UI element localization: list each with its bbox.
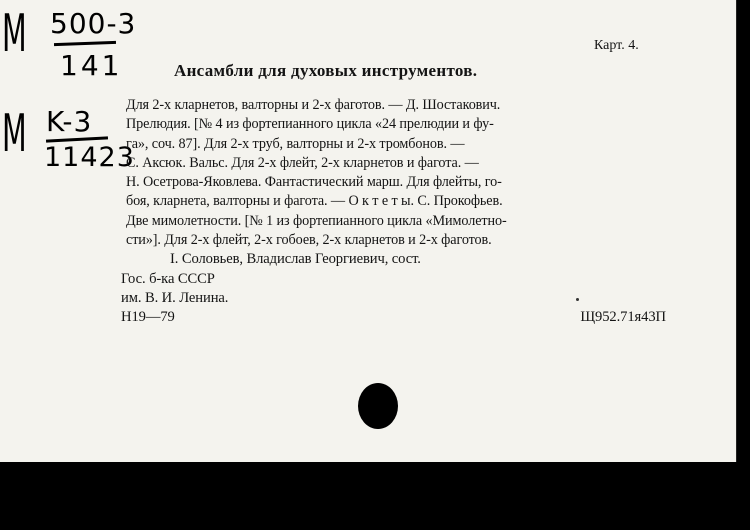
card-number-label: Карт. 4. bbox=[594, 38, 639, 53]
handwritten-shelf-number-top-1: 500-3 bbox=[50, 7, 137, 40]
handwritten-shelf-number-bottom-1: 141 bbox=[60, 49, 123, 82]
handwritten-shelf-number-bottom-2: 11423 bbox=[44, 142, 135, 173]
card-footer-row bbox=[121, 308, 666, 327]
card-title: Ансамбли для духовых инструментов. bbox=[174, 61, 478, 80]
body-line: Две мимолетности. [№ 1 из фортепианного цикла «Мимолетно- bbox=[126, 212, 507, 229]
classification-code: Щ952.71я43П bbox=[580, 309, 666, 326]
body-line: га», соч. 87]. Для 2-х труб, валторны и 2-х тромбонов. — bbox=[126, 135, 465, 152]
body-line: Для 2-х кларнетов, валторны и 2-х фаготов. — Д. Шостакович. bbox=[126, 97, 501, 113]
body-line: С. Аксюк. Вальс. Для 2-х флейт, 2-х кларнетов и фагота. — bbox=[126, 154, 479, 171]
body-line: боя, кларнета, валторны и фагота. — О к т е т ы. С. Прокофьев. bbox=[126, 193, 503, 210]
library-line-2: им. В. И. Ленина. bbox=[121, 289, 229, 306]
library-line-1: Гос. б-ка СССР bbox=[121, 270, 215, 287]
body-line: сти»]. Для 2-х флейт, 2-х гобоев, 2-х кларнетов и 2-х фаготов. bbox=[126, 232, 492, 249]
body-line: Н. Осетрова-Яковлева. Фантастический марш. Для флейты, го- bbox=[126, 174, 502, 191]
body-line: Прелюдия. [№ 4 из фортепианного цикла «24 прелюдии и фу- bbox=[126, 116, 494, 133]
handwritten-shelf-number-top-2: K-3 bbox=[46, 105, 93, 138]
handwritten-letter-1: M bbox=[2, 4, 27, 64]
speck bbox=[576, 298, 579, 301]
card-body bbox=[121, 96, 666, 328]
compiler-line: I. Соловьев, Владислав Георгиевич, сост. bbox=[170, 251, 421, 268]
handwritten-letter-2: M bbox=[2, 104, 27, 164]
handwritten-fraction-line-1 bbox=[54, 41, 116, 46]
punch-hole bbox=[358, 383, 398, 429]
card-registration-number: Н19—79 bbox=[121, 309, 175, 326]
